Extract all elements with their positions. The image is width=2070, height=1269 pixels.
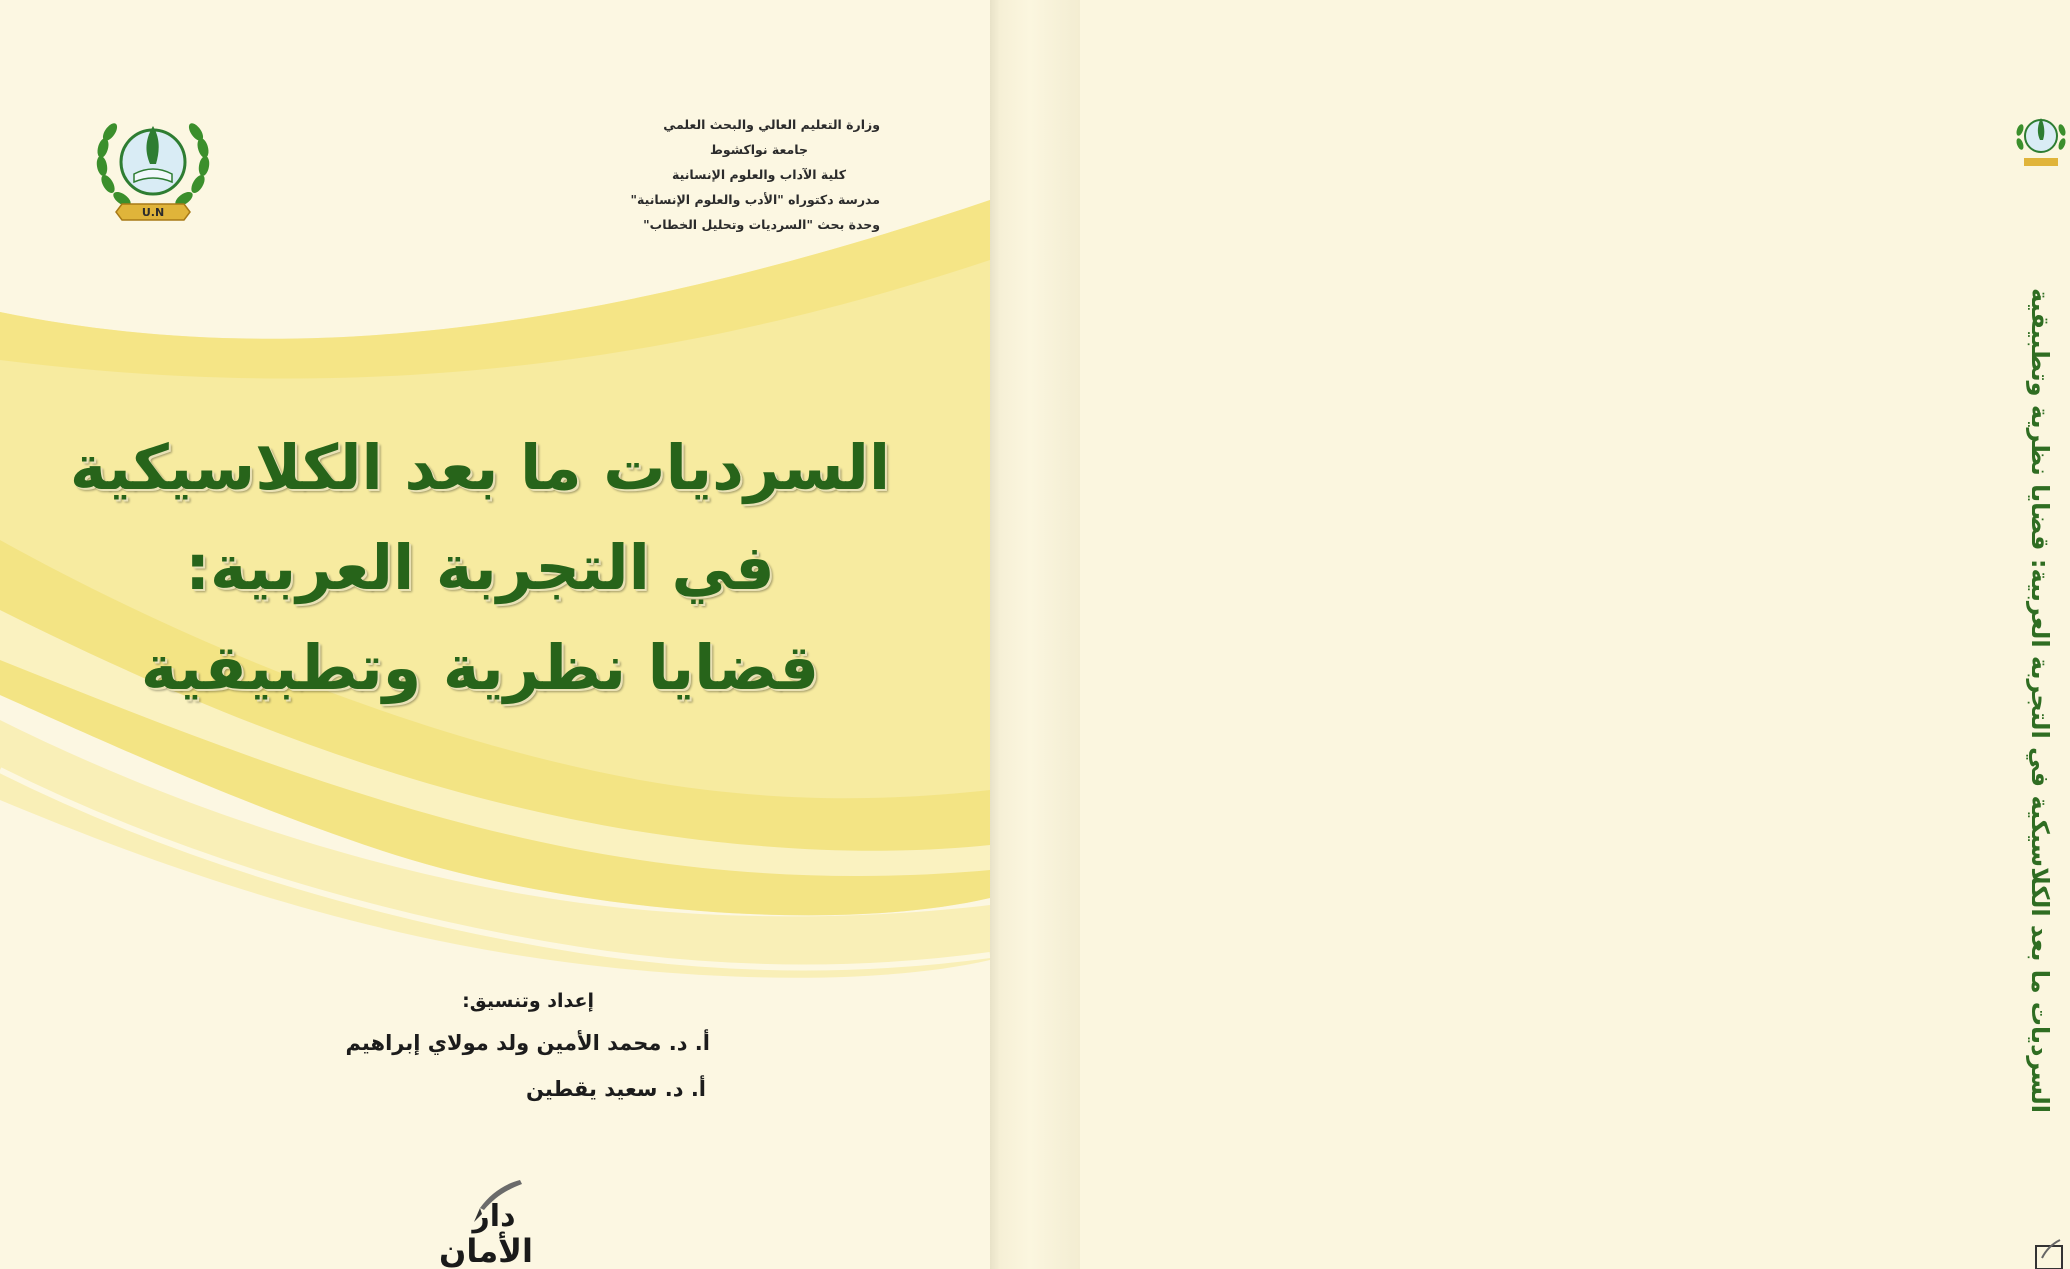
spine-publisher-mark <box>2030 1238 2070 1269</box>
title-line-1: السرديات ما بعد الكلاسيكية <box>69 431 891 504</box>
doctoral-school-line: مدرسة دكتوراه "الأدب والعلوم الإنسانية" <box>630 192 880 207</box>
title-line-2: في التجربة العربية: <box>185 531 775 604</box>
institution-header <box>560 112 880 237</box>
publisher-logo <box>424 1178 548 1269</box>
author-1: أ. د. محمد الأمين ولد مولاي إبراهيم <box>345 1031 710 1055</box>
university-logo <box>94 104 212 232</box>
spine-university-logo <box>2012 108 2070 170</box>
book-spine <box>990 0 2054 1269</box>
credits-label: إعداد وتنسيق: <box>462 990 594 1012</box>
book-front-cover <box>0 0 990 1269</box>
logo-label: U.N <box>141 206 165 219</box>
author-2: أ. د. سعيد يقطين <box>526 1077 706 1101</box>
spine-title: السرديات ما بعد الكلاسيكية في التجربة العربية: قضايا نظرية وتطبيقية <box>2026 287 2054 1113</box>
ministry-line: وزارة التعليم العالي والبحث العلمي <box>663 117 880 132</box>
publisher-name-top: دار <box>472 1199 516 1234</box>
faculty-line: كلية الآداب والعلوم الإنسانية <box>672 167 846 182</box>
publisher-name-bottom: الأمان <box>439 1232 533 1269</box>
research-unit-line: وحدة بحث "السرديات وتحليل الخطاب" <box>643 217 880 232</box>
book-title <box>60 418 900 718</box>
title-line-3: قضايا نظرية وتطبيقية <box>140 631 820 704</box>
university-line: جامعة نواكشوط <box>709 142 808 157</box>
credits-block <box>250 988 710 1104</box>
